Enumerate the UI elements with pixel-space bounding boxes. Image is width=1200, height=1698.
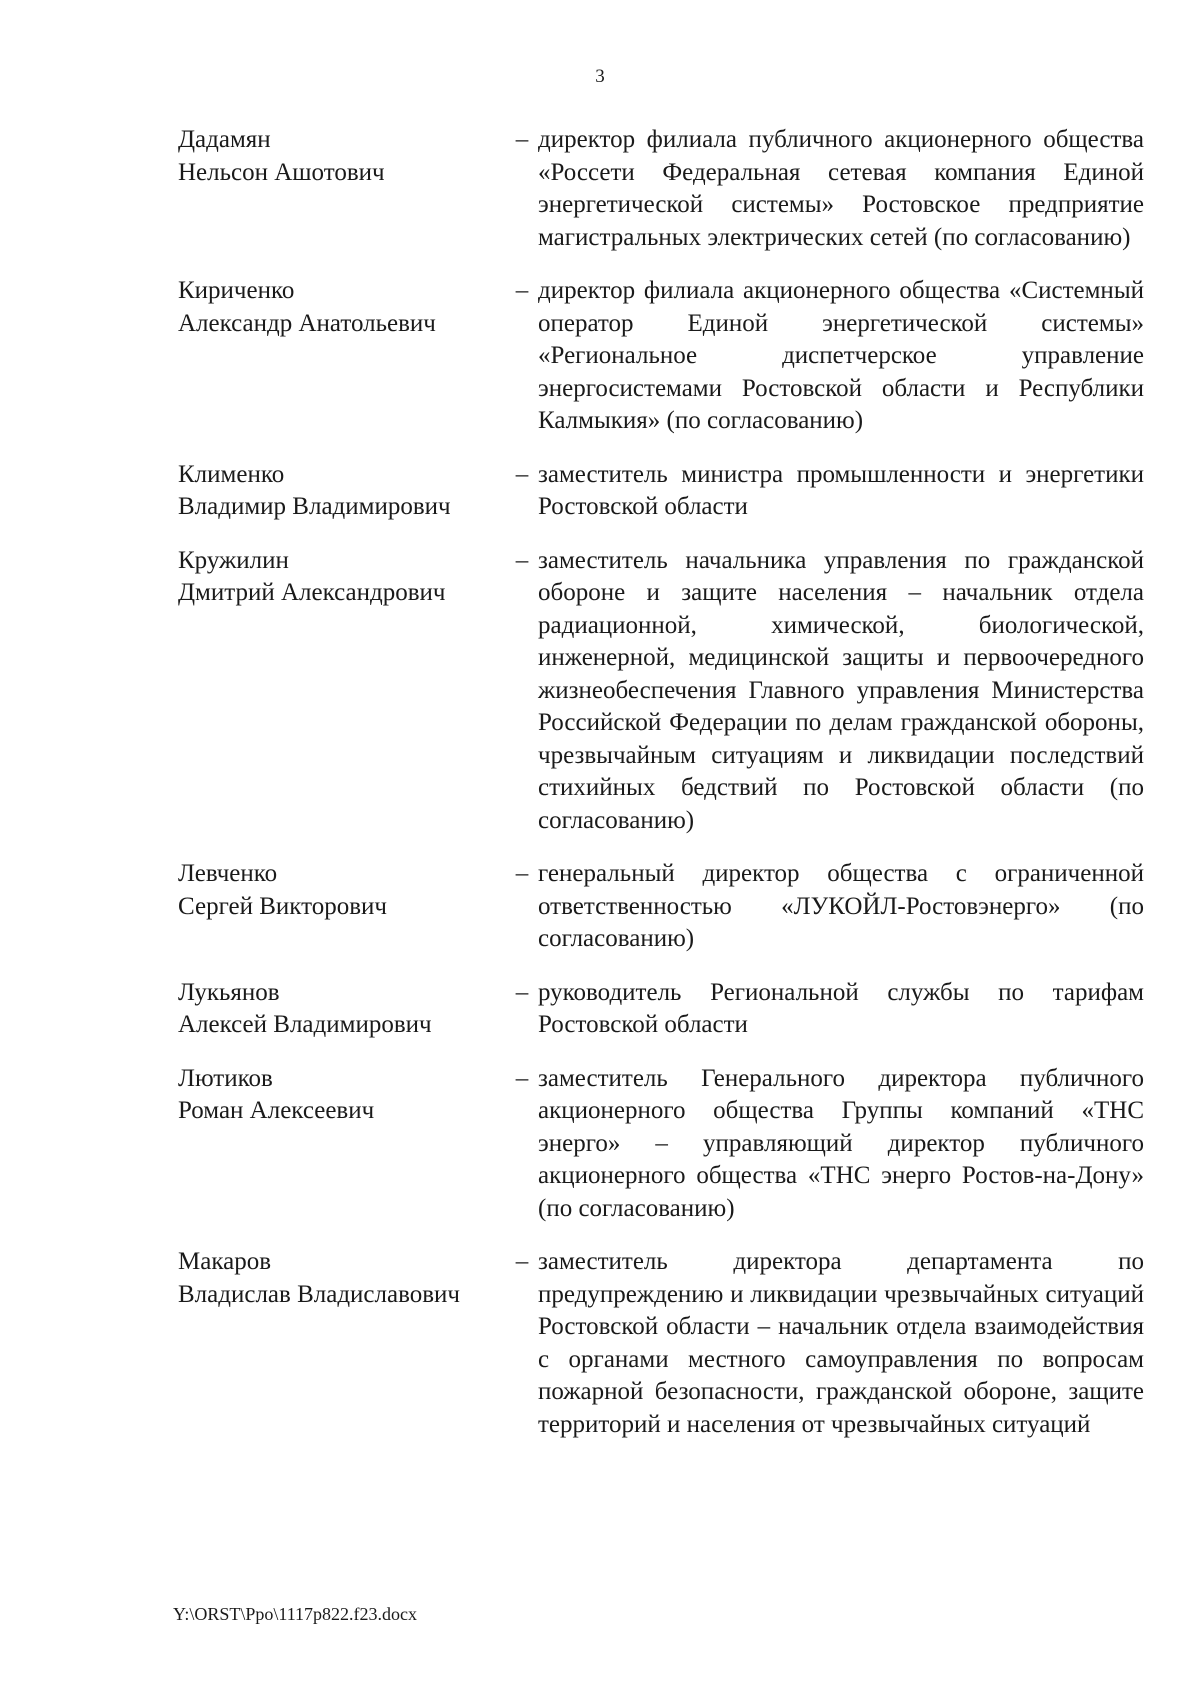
member-name [178,459,506,524]
member-entry [178,545,1144,838]
member-surname: Макаров [178,1248,271,1275]
member-entry [178,858,1144,956]
dash-separator: – [515,546,529,574]
member-position: заместитель министра промышленности и энергетики Ростовской области [538,460,1144,520]
dash-separator: – [515,1064,529,1092]
member-position: генеральный директор общества с ограниченной ответственностью «ЛУКОЙЛ-Ростовэнерго» (по согласованию) [538,860,1144,952]
dash-separator: – [515,860,529,887]
member-name [178,124,506,189]
member-given-names: Нельсон Ашотович [178,158,385,186]
dash-separator: – [515,1248,529,1275]
member-entry [178,124,1144,254]
member-position: директор филиала акционерного общества «Системный оператор Единой энергетической системы» «Региональное диспетчерское управление энергосистемами Ростовской области и Республики Калмыкия» (по согласованию) [538,277,1144,434]
member-surname: Дадамян [178,126,271,153]
member-name [178,858,506,923]
member-name [178,545,506,610]
member-surname: Кириченко [178,277,295,304]
page-number: 3 [595,66,605,87]
member-given-names: Роман Алексеевич [178,1097,375,1124]
member-entry [178,275,1144,438]
member-position: заместитель начальника управления по гражданской обороне и защите населения – начальник отдела радиационной, химической, биологической, инженерной, медицинской защиты и первоочередного жизнеобеспечения Главного управления Министерства Российской Федерации по делам гражданской обороны, чрезвычайным ситуациям и ликвидации последствий стихийных бедствий по Ростовской области (по согласованию) [538,546,1144,834]
member-name [178,1246,506,1311]
member-given-names: Владимир Владимирович [178,493,451,520]
member-position: руководитель Региональной службы по тарифам Ростовской области [538,978,1144,1038]
dash-separator: – [515,978,529,1006]
member-surname: Кружилин [178,546,289,574]
member-list [178,124,1144,1462]
member-entry [178,459,1144,524]
dash-separator: – [515,277,529,304]
member-position: директор филиала публичного акционерного общества «Россети Федеральная сетевая компания Единой энергетической системы» Ростовское предприятие магистральных электрических сетей (по согласованию) [538,126,1144,251]
member-entry [178,977,1144,1042]
member-surname: Клименко [178,460,285,488]
member-name [178,275,506,340]
document-file-path: Y:\ORST\Ppo\1117p822.f23.docx [173,1604,418,1624]
member-given-names: Сергей Викторович [178,892,387,920]
member-position: заместитель Генерального директора публичного акционерного общества Группы компаний «ТНС энерго» – управляющий директор публичного акционерного общества «ТНС энерго Ростов-на-Дону» (по согласованию) [538,1064,1144,1222]
member-given-names: Алексей Владимирович [178,1011,432,1038]
member-name [178,1063,506,1128]
member-surname: Левченко [178,860,278,887]
dash-separator: – [515,460,529,488]
member-name [178,977,506,1042]
member-position: заместитель директора департамента по предупреждению и ликвидации чрезвычайных ситуаций Ростовской области – начальник отдела взаимодействия с органами местного самоуправления по вопросам пожарной безопасности, гражданской обороне, защите территорий и населения от чрезвычайных ситуаций [538,1248,1144,1438]
member-given-names: Дмитрий Александрович [178,579,446,606]
member-surname: Лютиков [178,1064,273,1092]
member-surname: Лукьянов [178,978,280,1006]
member-entry [178,1063,1144,1226]
member-given-names: Владислав Владиславович [178,1280,460,1308]
dash-separator: – [515,126,529,153]
member-entry [178,1246,1144,1441]
member-given-names: Александр Анатольевич [178,309,436,337]
